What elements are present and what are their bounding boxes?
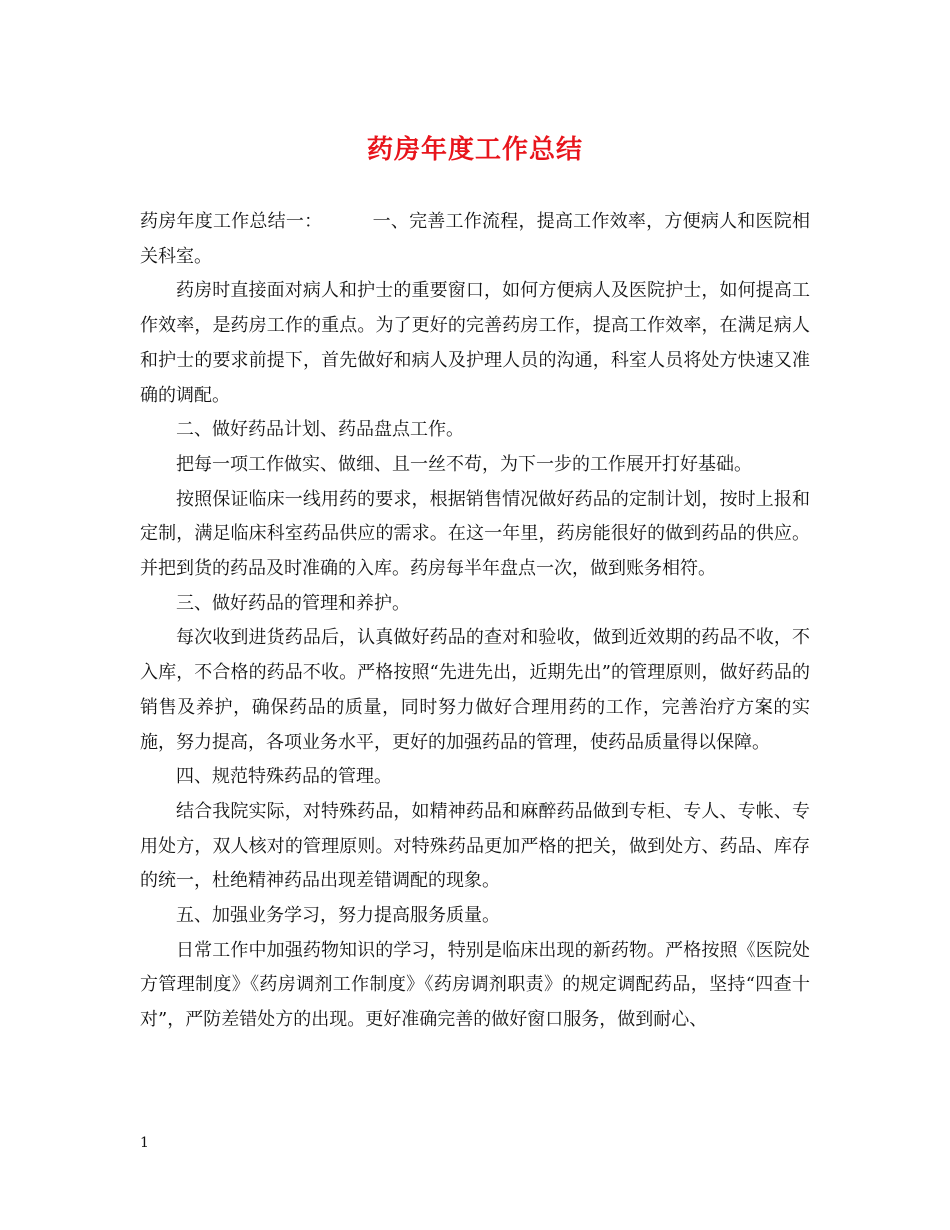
intro-text: 一、完善工作流程，提高工作效率，方便病人和医院相关科室。 bbox=[140, 211, 811, 267]
intro-paragraph bbox=[140, 205, 810, 274]
paragraph: 按照保证临床一线用药的要求，根据销售情况做好药品的定制计划，按时上报和定制，满足临床科室药品供应的需求。在这一年里，药房能很好的做到药品的供应。并把到货的药品及时准确的入库。药房每半年盘点一次，做到账务相符。 bbox=[140, 488, 810, 580]
paragraph: 每次收到进货药品后，认真做好药品的查对和验收，做到近效期的药品不收，不入库，不合格的药品不收。严格按照“先进先出，近期先出”的管理原则，做好药品的销售及养护，确保药品的质量，同时努力做好合理用药的工作，完善治疗方案的实施，努力提高，各项业务水平，更好的加强药品的管理，使药品质量得以保障。 bbox=[140, 627, 810, 753]
section-heading: 四、规范特殊药品的管理。 bbox=[176, 766, 392, 788]
paragraph: 结合我院实际，对特殊药品，如精神药品和麻醉药品做到专柜、专人、专帐、专用处方，双人核对的管理原则。对特殊药品更加严格的把关，做到处方、药品、库存的统一，杜绝精神药品出现差错调配的现象。 bbox=[140, 800, 810, 892]
paragraph: 药房时直接面对病人和护士的重要窗口，如何方便病人及医院护士，如何提高工作效率，是药房工作的重点。为了更好的完善药房工作，提高工作效率，在满足病人和护士的要求前提下，首先做好和病人及护理人员的沟通，科室人员将处方快速又准确的调配。 bbox=[140, 280, 810, 406]
page-number: 1 bbox=[140, 1135, 149, 1151]
document-body bbox=[140, 205, 810, 1038]
document-title: 药房年度工作总结 bbox=[366, 135, 583, 165]
section-heading: 五、加强业务学习，努力提高服务质量。 bbox=[176, 905, 500, 927]
paragraph: 日常工作中加强药物知识的学习，特别是临床出现的新药物。严格按照《医院处方管理制度》《药房调剂工作制度》《药房调剂职责》的规定调配药品，坚持“四查十对”，严防差错处方的出现。更好准确完善的做好窗口服务，做到耐心、 bbox=[140, 939, 810, 1031]
intro-label: 药房年度工作总结一： bbox=[140, 211, 323, 232]
section-heading: 二、做好药品计划、药品盘点工作。 bbox=[176, 419, 464, 441]
paragraph: 把每一项工作做实、做细、且一丝不苟，为下一步的工作展开打好基础。 bbox=[176, 453, 752, 475]
section-heading: 三、做好药品的管理和养护。 bbox=[176, 592, 410, 614]
